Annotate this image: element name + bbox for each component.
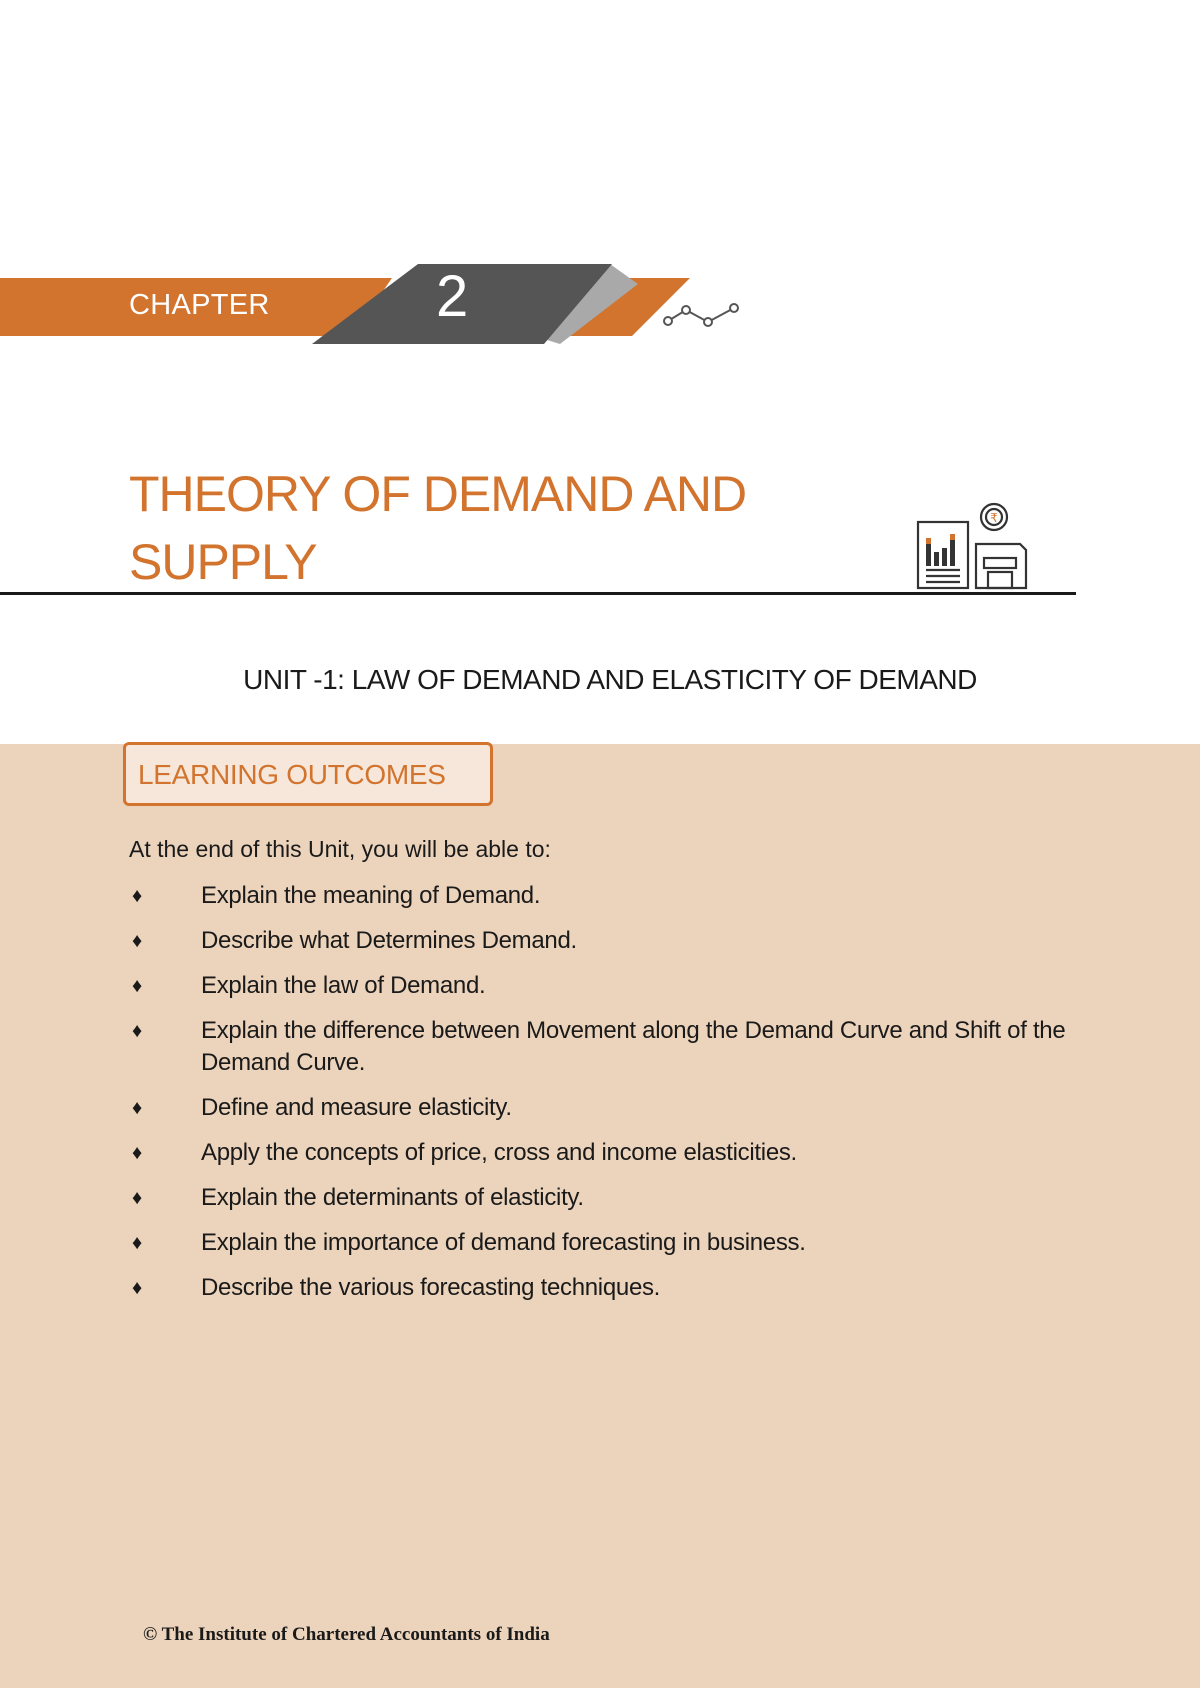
report-document-icon: [912, 500, 1028, 592]
list-item: ♦ Apply the concepts of price, cross and income elasticities.: [129, 1137, 1073, 1169]
diamond-bullet-icon: ♦: [132, 1187, 142, 1209]
diamond-bullet-icon: ♦: [132, 1277, 142, 1299]
chapter-title: [129, 460, 829, 596]
list-item: ♦ Explain the difference between Movement along the Demand Curve and Shift of the Demand Curve.: [132, 1017, 1066, 1076]
copyright-footer: © The Institute of Chartered Accountants of India: [143, 1624, 550, 1645]
list-item: ♦ Explain the determinants of elasticity.: [129, 1182, 1073, 1214]
diamond-bullet-icon: ♦: [132, 930, 142, 952]
list-item: ♦ Explain the law of Demand.: [129, 970, 1073, 1002]
diamond-bullet-icon: ♦: [132, 1142, 142, 1164]
diamond-bullet-icon: ♦: [132, 1020, 142, 1042]
chapter-banner: [0, 258, 760, 348]
learning-outcomes-list: [129, 880, 1073, 1317]
chapter-label: CHAPTER: [129, 289, 270, 321]
list-item: ♦ Define and measure elasticity.: [129, 1092, 1073, 1124]
title-rule: [0, 592, 1076, 595]
learning-outcomes-intro: At the end of this Unit, you will be able to:: [129, 836, 551, 862]
chapter-title-line-2: SUPPLY: [129, 534, 317, 590]
chapter-number: 2: [436, 264, 469, 329]
learning-outcomes-box: [123, 742, 493, 806]
diamond-bullet-icon: ♦: [132, 1097, 142, 1119]
chapter-title-line-1: THEORY OF DEMAND AND: [129, 466, 747, 522]
list-item: ♦ Explain the meaning of Demand.: [129, 880, 1073, 912]
diamond-bullet-icon: ♦: [132, 885, 142, 907]
learning-outcomes-heading: LEARNING OUTCOMES: [138, 759, 446, 790]
svg-text:₹: ₹: [990, 511, 998, 525]
diamond-bullet-icon: ♦: [132, 1232, 142, 1254]
list-item: ♦ Describe the various forecasting techniques.: [129, 1272, 1073, 1304]
diamond-bullet-icon: ♦: [132, 975, 142, 997]
line-graph-icon: [664, 304, 738, 326]
list-item: ♦ Describe what Determines Demand.: [129, 925, 1073, 957]
unit-heading: UNIT -1: LAW OF DEMAND AND ELASTICITY OF DEMAND: [243, 664, 977, 695]
list-item: ♦ Explain the importance of demand forecasting in business.: [129, 1227, 1073, 1259]
